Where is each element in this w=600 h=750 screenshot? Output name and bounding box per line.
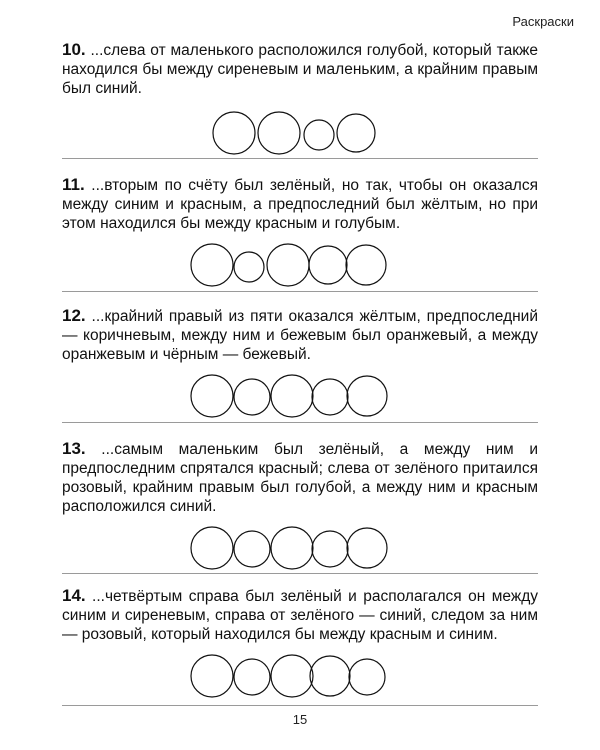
section-divider [62, 573, 538, 574]
task-10-text [62, 40, 538, 98]
task-14 [62, 586, 538, 702]
circle [310, 656, 350, 696]
circle [304, 120, 334, 150]
circle [347, 528, 387, 568]
task-number: 10. [62, 40, 86, 59]
section-divider [62, 291, 538, 292]
circle-row [62, 239, 538, 291]
task-number: 14. [62, 586, 86, 605]
task-10 [62, 40, 538, 162]
task-11 [62, 175, 538, 291]
task-13 [62, 439, 538, 574]
task-description: ...самым маленьким был зелёный, а между ним и предпоследним спрятался красный; слева от зелёного притаился розовый, крайним правым был голубой, а между ним и красным расположился синий. [62, 441, 538, 515]
task-12-text [62, 306, 538, 364]
section-header: Раскраски [512, 14, 574, 29]
circle [312, 531, 348, 567]
task-12 [62, 306, 538, 422]
circle [191, 244, 233, 286]
footer-divider [62, 705, 538, 706]
circle [234, 379, 270, 415]
task-11-text [62, 175, 538, 233]
circle [213, 112, 255, 154]
circle-row [62, 104, 538, 162]
circle [267, 244, 309, 286]
circle [346, 245, 386, 285]
circle [337, 114, 375, 152]
section-divider [62, 158, 538, 159]
task-description: ...крайний правый из пяти оказался жёлтым, предпоследний — коричневым, между ним и бежевым был оранжевый, а между оранжевым и чёрным — бежевый. [62, 308, 538, 363]
circle-row [62, 370, 538, 422]
circle-row [62, 650, 538, 702]
circle-row [62, 522, 538, 574]
circle [347, 376, 387, 416]
task-description: ...слева от маленького расположился голубой, который также находился бы между сиреневым и маленьким, а крайним правым был синий. [62, 42, 538, 97]
task-13-text [62, 439, 538, 516]
circle [271, 375, 313, 417]
task-number: 12. [62, 306, 86, 325]
circle [191, 655, 233, 697]
circle [191, 527, 233, 569]
task-14-text [62, 586, 538, 644]
circle [309, 246, 347, 284]
page-number: 15 [292, 712, 308, 727]
task-number: 13. [62, 439, 86, 458]
circle [234, 659, 270, 695]
task-description: ...вторым по счёту был зелёный, но так, чтобы он оказался между синим и красным, а предпоследний был жёлтым, но при этом находился бы между красным и голубым. [62, 177, 538, 232]
circle [349, 659, 385, 695]
task-number: 11. [62, 175, 85, 194]
circle [234, 252, 264, 282]
circle [271, 527, 313, 569]
circle [258, 112, 300, 154]
circle [191, 375, 233, 417]
task-description: ...четвёртым справа был зелёный и располагался он между синим и сиреневым, справа от зелёного — синий, следом за ним — розовый, который находился бы между красным и синим. [62, 588, 538, 643]
circle [271, 655, 313, 697]
circle [234, 531, 270, 567]
circle [312, 379, 348, 415]
section-divider [62, 422, 538, 423]
